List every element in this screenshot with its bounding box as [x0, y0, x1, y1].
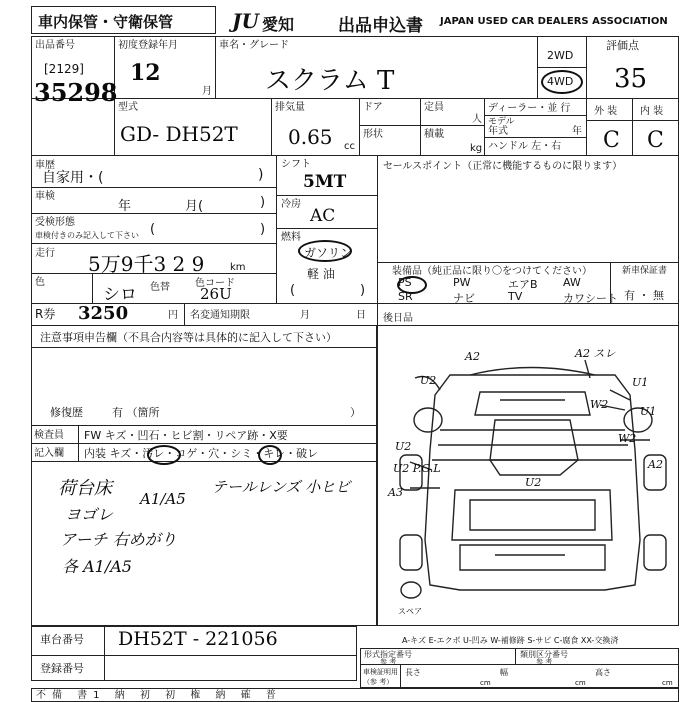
fuel-diesel: 軽 油	[307, 267, 335, 281]
cert-label: 車検証明用	[363, 668, 398, 676]
equipment-label: 装備品（純正品に限り〇をつけてください）	[392, 266, 592, 277]
note-dirt: ヨゴレ	[65, 505, 114, 524]
model-type-value: GD- DH52T	[120, 122, 238, 146]
height-label: 高さ	[595, 668, 611, 677]
tax-unit: 円	[168, 310, 178, 321]
fuel-open: (	[290, 283, 296, 298]
spare-label: スペア	[398, 607, 422, 616]
form-number-label: 形式指定番号	[364, 650, 412, 659]
first-registration-label: 初度登録年月	[118, 40, 178, 51]
history-label: 車歴	[35, 160, 55, 171]
capacity-unit: 人	[472, 114, 482, 125]
inspector-label-1: 検査員	[34, 430, 64, 441]
color-change-label: 色替	[150, 282, 170, 293]
equipment-item: カワシート	[563, 292, 618, 305]
displacement-unit: cc	[344, 141, 355, 152]
lot-sub-number: [2129]	[44, 62, 84, 76]
chassis-value: DH52T - 221056	[118, 628, 278, 650]
damage-legend: A-キズ E-エクボ U-凹み W-補修跡 S-サビ C-腐食 XX-交換済	[402, 636, 619, 645]
chassis-label: 車台番号	[40, 633, 84, 646]
new-car-warranty-label: 新車保証書	[622, 266, 668, 276]
mileage-unit: km	[230, 262, 246, 273]
fuel-close: )	[360, 283, 366, 298]
door-label: ドア	[363, 102, 383, 113]
model-year-label: モデル	[488, 117, 515, 127]
note-arch: アーチ 右めがり	[60, 530, 177, 549]
new-car-warranty-value: 有 ・ 無	[624, 289, 664, 302]
lot-number-value: 35298	[34, 78, 118, 107]
fuel-value: ガソリン	[304, 246, 353, 260]
notify-label: 名変通知期限	[190, 310, 250, 321]
note-each: 各 A1/A5	[62, 557, 132, 576]
damage-label: A2	[648, 458, 663, 471]
handle-label: ハンドル 左・右	[488, 141, 562, 152]
model-year-label-2: 年式	[488, 126, 508, 137]
inspection-year: 年	[118, 199, 132, 214]
inspection-label: 車検	[35, 191, 55, 202]
damage-label: W2	[590, 398, 609, 411]
class-number-label: 類別区分番号	[520, 650, 568, 659]
shape-label: 形状	[363, 129, 383, 140]
drive-2wd-label: 2WD	[547, 49, 574, 62]
equipment-item: PW	[453, 276, 471, 289]
cert-sub: （参 考）	[363, 678, 394, 686]
color-label: 色	[35, 277, 45, 288]
note-bed-floor: 荷台床	[58, 478, 112, 499]
damage-label: A3	[388, 486, 403, 499]
form-title: 出品申込書	[338, 16, 423, 36]
first-registration-month-unit: 月	[202, 86, 212, 97]
color-code-label: 色コード	[195, 278, 235, 289]
dealer-label: ディーラー・並 行	[488, 103, 571, 114]
model-grade-label: 車名・グレード	[219, 40, 289, 51]
inspection-month: 月(	[185, 199, 204, 214]
ac-value: AC	[310, 206, 336, 226]
height-unit: cm	[662, 679, 673, 687]
shift-label: シフト	[281, 159, 311, 170]
displacement-label: 排気量	[275, 102, 305, 113]
note-tail-lens: テールレンズ 小ヒビ	[212, 478, 351, 496]
damage-label: U2	[395, 440, 412, 453]
equipment-item: AW	[563, 276, 581, 289]
rear-items-label: 後日品	[383, 313, 413, 324]
fuel-label: 燃料	[281, 232, 301, 243]
first-registration-year: 12	[130, 60, 161, 86]
bottom-row-text: 不備 書1 納 初 初 権 納 確 普	[36, 690, 282, 701]
mileage-value: 5万9千3 2 9	[88, 252, 205, 276]
notify-month: 月	[300, 310, 310, 321]
sales-point-label: セールスポイント（正常に機能するものに限ります）	[383, 161, 623, 172]
accepted-label: 受検形態	[35, 217, 75, 228]
damage-label: U2	[525, 476, 542, 489]
damage-label: U1	[632, 376, 649, 389]
model-type-label: 型式	[118, 102, 138, 113]
color-code-value: 26U	[200, 285, 232, 303]
inspection-close: )	[260, 195, 266, 210]
inspector-line-1: FW キズ・凹石・ヒビ割・リペア跡・X要	[84, 429, 288, 442]
logo-region: 愛知	[262, 15, 295, 34]
color-value: シロ	[103, 285, 137, 305]
association-name: JAPAN USED CAR DEALERS ASSOCIATION	[440, 16, 668, 27]
interior-label: 内 装	[640, 106, 664, 117]
inspector-line-2: 内装 キズ・汚レ・コゲ・穴・シミ・キレ・破レ	[84, 447, 319, 460]
equipment-item: TV	[508, 290, 523, 303]
damage-label: A2	[465, 350, 480, 363]
equipment-item: エアB	[508, 278, 538, 291]
width-label: 幅	[500, 668, 508, 677]
damage-label: U2	[420, 374, 437, 387]
header-storage-title: 車内保管・守衛保管	[38, 13, 174, 31]
interior-grade: C	[647, 128, 664, 153]
notify-day: 日	[356, 310, 366, 321]
class-number-ref: 参 考	[536, 658, 553, 666]
repair-history-value: 有 （箇所	[112, 406, 160, 419]
load-unit: kg	[470, 143, 483, 154]
form-number-ref: 参 考	[380, 658, 397, 666]
repair-history-label: 修復歴	[50, 406, 83, 419]
lot-number-label: 出品番号	[35, 40, 75, 51]
tax-value: 3250	[78, 303, 129, 324]
mileage-label: 走行	[35, 248, 55, 259]
ac-label: 冷房	[281, 199, 301, 210]
exterior-label: 外 装	[594, 106, 618, 117]
equipment-item: PS	[398, 276, 412, 289]
load-label: 積載	[424, 129, 444, 140]
equipment-item: ナビ	[453, 292, 475, 305]
registration-label: 登録番号	[40, 662, 84, 675]
accepted-note: 車検付きのみ記入して下さい	[35, 231, 139, 240]
length-unit: cm	[480, 679, 491, 687]
equipment-item: SR	[398, 290, 413, 303]
rating-value: 35	[614, 64, 648, 94]
repair-history-close: ）	[350, 406, 361, 419]
accepted-open: (	[150, 222, 156, 237]
notes-label: 注意事項申告欄（不具合内容等は具体的に記入して下さい）	[40, 331, 337, 344]
model-year-unit: 年	[572, 126, 582, 137]
width-unit: cm	[575, 679, 586, 687]
inspector-label-2: 記入欄	[34, 448, 64, 459]
capacity-label: 定員	[424, 102, 444, 113]
ju-logo: JU	[232, 9, 259, 33]
rating-label: 評価点	[606, 39, 639, 52]
model-grade-value: スクラム T	[265, 66, 395, 96]
history-close: )	[258, 167, 264, 183]
shift-value: 5MT	[303, 172, 347, 192]
accepted-close: )	[260, 222, 266, 237]
length-label: 長さ	[405, 668, 421, 677]
tax-label: R券	[35, 307, 56, 321]
exterior-grade: C	[603, 128, 620, 153]
damage-label: W2	[618, 432, 637, 445]
displacement-value: 0.65	[288, 125, 333, 149]
damage-label: U1	[640, 405, 657, 418]
history-value: 自家用・(	[42, 170, 104, 186]
damage-label: U2 P.G.L	[393, 462, 441, 475]
damage-label: A2 スレ	[575, 347, 616, 360]
note-bed-damage: A1/A5	[140, 490, 186, 508]
drive-4wd-label: 4WD	[547, 75, 574, 88]
